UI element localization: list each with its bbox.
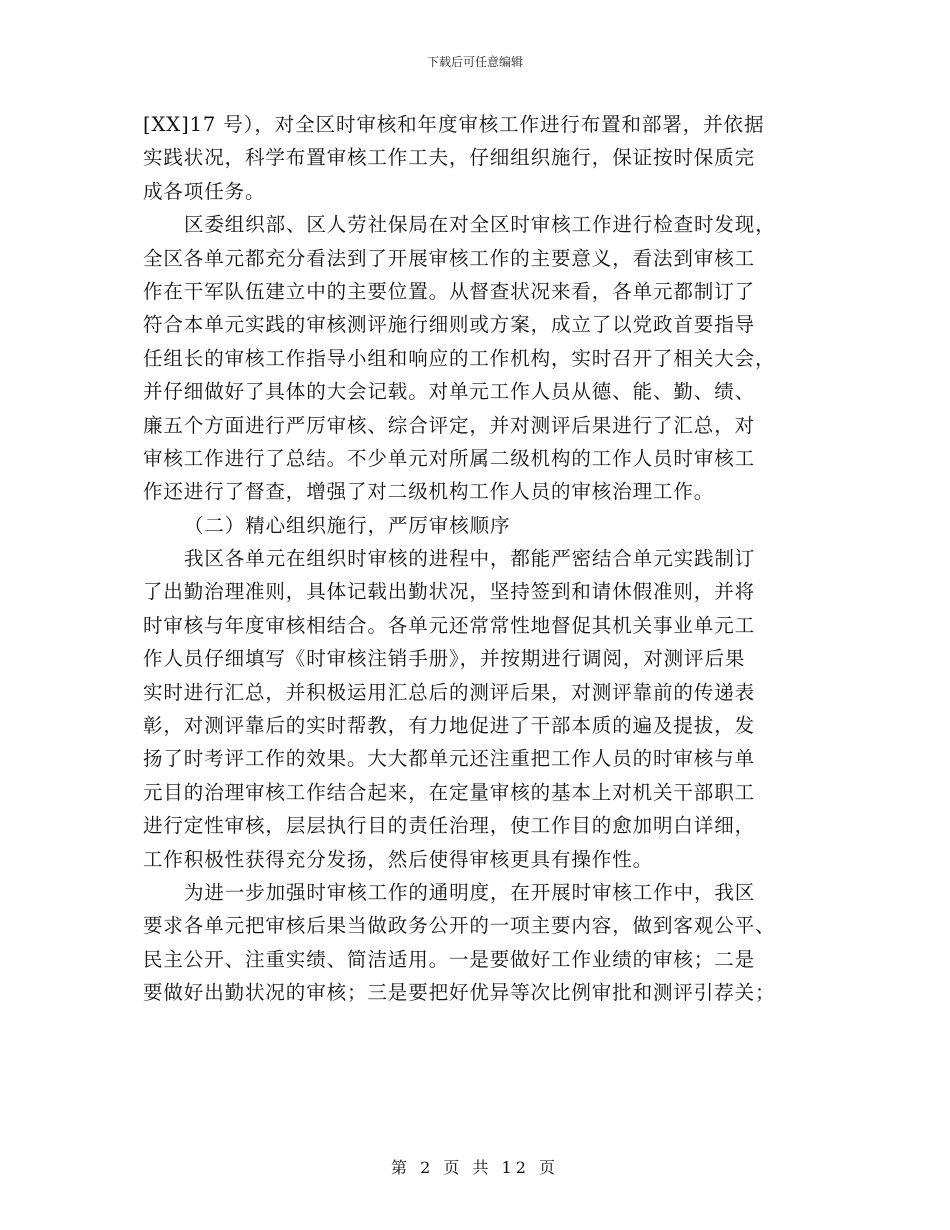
text-line: 进行定性审核，层层执行目的责任治理，使工作目的愈加明白详细，	[143, 814, 756, 838]
page-header: 下载后可任意编辑	[426, 55, 523, 69]
text-line: 扬了时考评工作的效果。大大都单元还注重把工作人员的时审核与单	[143, 747, 756, 771]
text-line: 任组长的审核工作指导小组和响应的工作机构，实时召开了相关大会，	[143, 346, 776, 370]
paragraph	[143, 876, 811, 1010]
text-line: [XX]17 号），对全区时审核和年度审核工作进行布置和部署，并依据	[143, 113, 765, 136]
text-line: 为进一步加强时审核工作的通明度，在开展时审核工作中，我区	[184, 880, 756, 904]
paragraph	[143, 208, 811, 509]
text-line: 了出勤治理准则，具体记载出勤状况，坚持签到和请休假准则，并将	[143, 580, 756, 604]
text-line: （二）精心组织施行，严厉审核顺序	[184, 513, 511, 537]
paragraph	[143, 108, 811, 208]
text-line: 符合本单元实践的审核测评施行细则或方案，成立了以党政首要指导	[143, 313, 756, 337]
text-line: 作还进行了督查，增强了对二级机构工作人员的审核治理工作。	[143, 480, 715, 504]
paragraph	[143, 542, 811, 876]
text-line: 要求各单元把审核后果当做政务公开的一项主要内容，做到客观公平、	[143, 914, 776, 938]
text-line: 民主公开、注重实绩、简洁适用。一是要做好工作业绩的审核；二是	[143, 947, 756, 971]
text-line: 全区各单元都充分看法到了开展审核工作的主要意义，看法到审核工	[143, 246, 756, 270]
text-line: 成各项任务。	[143, 179, 266, 203]
text-line: 彰，对测评靠后的实时帮教，有力地促进了干部本质的遍及提拔，发	[143, 714, 756, 738]
text-line: 作在干军队伍建立中的主要位置。从督查状况来看，各单元都制订了	[143, 279, 756, 303]
page-footer: 第 2 页 共 12 页	[391, 1158, 559, 1177]
text-line: 要做好出勤状况的审核；三是要把好优异等次比例审批和测评引荐关；	[143, 981, 776, 1005]
section-heading	[143, 509, 811, 542]
text-line: 我区各单元在组织时审核的进程中，都能严密结合单元实践制订	[184, 547, 756, 571]
document-body	[143, 108, 811, 1010]
text-line: 工作积极性获得充分发扬，然后使得审核更具有操作性。	[143, 847, 654, 871]
text-line: 区委组织部、区人劳社保局在对全区时审核工作进行检查时发现，	[184, 213, 776, 237]
text-line: 实践状况，科学布置审核工作工夫，仔细组织施行，保证按时保质完	[143, 146, 756, 170]
text-line: 实时进行汇总，并积极运用汇总后的测评后果，对测评靠前的传递表	[143, 680, 756, 704]
text-line: 时审核与年度审核相结合。各单元还常常性地督促其机关事业单元工	[143, 613, 756, 637]
text-line: 元目的治理审核工作结合起来，在定量审核的基本上对机关干部职工	[143, 780, 756, 804]
text-line: 并仔细做好了具体的大会记载。对单元工作人员从德、能、勤、绩、	[143, 380, 756, 404]
text-line: 作人员仔细填写《时审核注销手册》，并按期进行调阅，对测评后果	[143, 647, 746, 671]
text-line: 审核工作进行了总结。不少单元对所属二级机构的工作人员时审核工	[143, 446, 756, 470]
text-line: 廉五个方面进行严厉审核、综合评定，并对测评后果进行了汇总，对	[143, 413, 756, 437]
